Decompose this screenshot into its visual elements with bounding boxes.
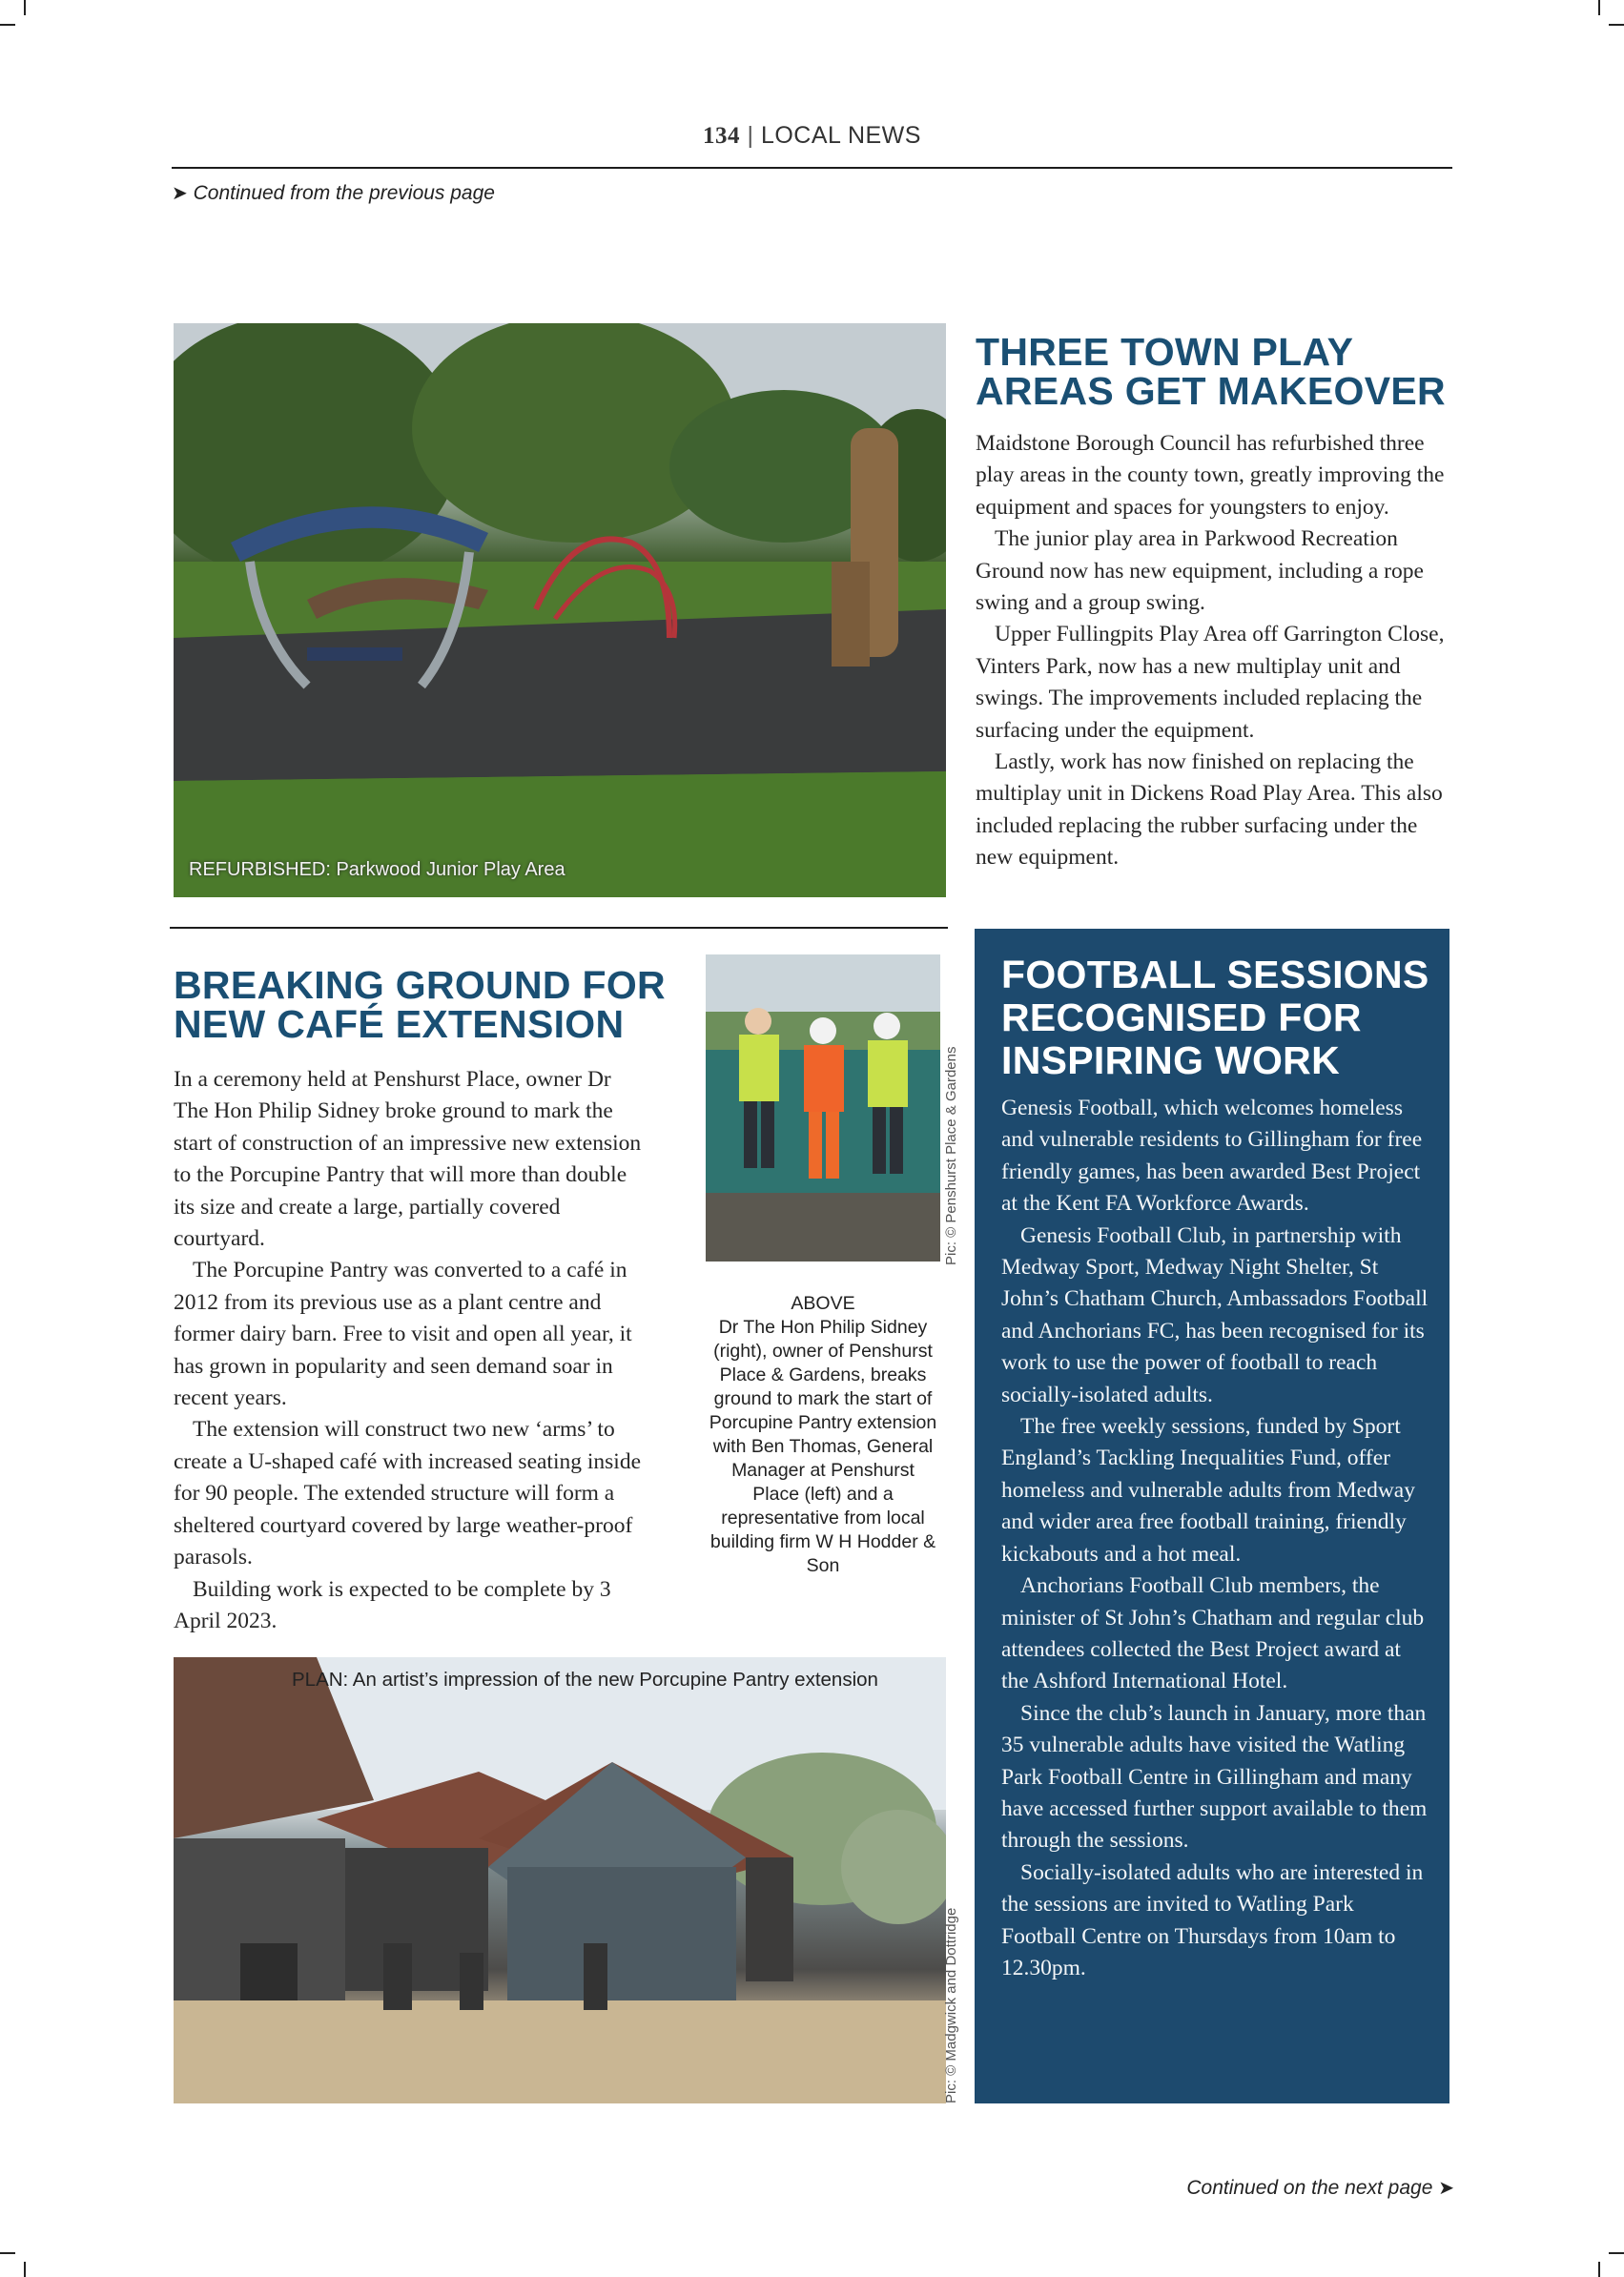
- crop-mark-bottom-left: [24, 2262, 26, 2277]
- continued-from-text: Continued from the previous page: [193, 182, 495, 204]
- cafe-headline-line-1: BREAKING GROUND FOR: [174, 963, 666, 1007]
- crop-mark-top-right: [1598, 0, 1600, 15]
- section-title: LOCAL NEWS: [760, 122, 921, 149]
- ceremony-caption: [706, 1292, 940, 1578]
- play-area-photo-caption: REFURBISHED: Parkwood Junior Play Area: [189, 859, 565, 880]
- plan-illustration: [174, 1657, 946, 2103]
- ceremony-illustration: [706, 954, 940, 1262]
- continued-from-previous: [172, 181, 495, 205]
- play-areas-headline-line-1: THREE TOWN PLAY: [976, 330, 1354, 374]
- arrow-right-icon: ➤: [1438, 2178, 1454, 2199]
- ceremony-photo: [706, 954, 940, 1262]
- crop-mark-top-left-h: [0, 24, 15, 26]
- cafe-paragraph: The Porcupine Pantry was converted to a café in 2012 from its previous use as a plant centre and former dairy barn. Free to visit and open all year, it has grown in popularity and seen demand soar in recent years.: [174, 1258, 632, 1411]
- continued-on-text: Continued on the next page: [1186, 2177, 1433, 2199]
- play-areas-body: [976, 428, 1450, 874]
- football-paragraph: The free weekly sessions, funded by Sport England’s Tackling Inequalities Fund, offer homeless and vulnerable adults from Medway and wider area free football training, friendly kickabouts and a hot meal.: [1001, 1414, 1415, 1567]
- crop-mark-top-left: [24, 0, 26, 15]
- crop-mark-bottom-left-h: [0, 2252, 15, 2254]
- cafe-headline-line-2: NEW CAFÉ EXTENSION: [174, 1002, 625, 1046]
- section-divider: [170, 927, 948, 929]
- play-areas-headline-line-2: AREAS GET MAKEOVER: [976, 369, 1446, 413]
- ceremony-photo-credit: Pic: © Penshurst Place & Gardens: [943, 1046, 959, 1265]
- cafe-body: [174, 1064, 650, 1637]
- football-headline-line-3: INSPIRING WORK: [1001, 1038, 1340, 1082]
- crop-mark-bottom-right: [1598, 2262, 1600, 2277]
- play-areas-paragraph: Maidstone Borough Council has refurbished three play areas in the county town, greatly improving the equipment and spaces for youngsters to enjoy.: [976, 431, 1445, 520]
- crop-mark-bottom-right-h: [1609, 2252, 1624, 2254]
- play-areas-paragraph: The junior play area in Parkwood Recreation Ground now has new equipment, including a rope swing and a group swing.: [976, 526, 1424, 616]
- football-paragraph: Socially-isolated adults who are interested in the sessions are invited to Watling Park Football Centre on Thursdays from 10am to 12.30pm.: [1001, 1859, 1424, 1980]
- continued-on-next: [1186, 2176, 1454, 2200]
- header-rule: [172, 167, 1452, 169]
- crop-mark-top-right-h: [1609, 24, 1624, 26]
- arrow-right-icon: ➤: [172, 183, 188, 204]
- play-areas-paragraph: Upper Fullingpits Play Area off Garrington Close, Vinters Park, now has a new multiplay unit and swings. The improvements included replacing the surfacing under the equipment.: [976, 622, 1445, 743]
- page-header: [0, 122, 1624, 150]
- plan-caption: PLAN: An artist’s impression of the new Porcupine Pantry extension: [292, 1669, 878, 1691]
- play-area-illustration: [174, 323, 946, 897]
- plan-drawing: [174, 1657, 946, 2103]
- play-areas-paragraph: Lastly, work has now finished on replacing the multiplay unit in Dickens Road Play Area. This also included replacing the rubber surfacing under the new equipment.: [976, 749, 1443, 871]
- play-area-photo: [174, 323, 946, 897]
- ceremony-caption-text: Dr The Hon Philip Sidney (right), owner of Penshurst Place & Gardens, breaks ground to mark the start of Porcupine Pantry extension with Ben Thomas, General Manager at Penshurst Place (left) and a representative from local building firm W H Hodder & Son: [709, 1317, 937, 1576]
- cafe-paragraph: The extension will construct two new ‘arms’ to create a U-shaped café with increased seating inside for 90 people. The extended structure will form a sheltered courtyard covered by large weather-proof parasols.: [174, 1417, 642, 1570]
- ceremony-caption-title: ABOVE: [791, 1293, 855, 1314]
- play-areas-headline: [976, 330, 1446, 413]
- football-paragraph: Anchorians Football Club members, the minister of St John’s Chatham and regular club attendees collected the Best Project award at the Ashford International Hotel.: [1001, 1573, 1425, 1694]
- football-headline-line-2: RECOGNISED FOR: [1001, 995, 1362, 1039]
- football-paragraph: Since the club’s launch in January, more than 35 vulnerable adults have visited the Watling Park Football Centre in Gillingham and many have accessed further support available to them through the sessions.: [1001, 1700, 1428, 1854]
- cafe-paragraph: Building work is expected to be complete by 3 April 2023.: [174, 1576, 611, 1633]
- football-feature-box: [975, 929, 1449, 2103]
- football-headline: [1001, 954, 1429, 1082]
- plan-credit: Pic: © Madgwick and Dottridge: [943, 1907, 959, 2103]
- page-number: 134: [703, 123, 741, 149]
- header-separator: |: [747, 122, 754, 149]
- football-paragraph: Genesis Football, which welcomes homeless and vulnerable residents to Gillingham for free friendly games, has been awarded Best Project at the Kent FA Workforce Awards.: [1001, 1096, 1423, 1217]
- football-body: [1001, 1093, 1430, 1984]
- cafe-headline: [174, 963, 666, 1046]
- football-paragraph: Genesis Football Club, in partnership with Medway Sport, Medway Night Shelter, St John’s Chatham Church, Ambassadors Football and Anchorians FC, has been recognised for its work to use the power of football to reach socially-isolated adults.: [1001, 1222, 1429, 1407]
- cafe-paragraph: In a ceremony held at Penshurst Place, owner Dr The Hon Philip Sidney broke ground to mark the start of construction of an impressive new extension to the Porcupine Pantry that will more than double its size and create a large, partially covered courtyard.: [174, 1067, 642, 1252]
- football-headline-line-1: FOOTBALL SESSIONS: [1001, 953, 1429, 996]
